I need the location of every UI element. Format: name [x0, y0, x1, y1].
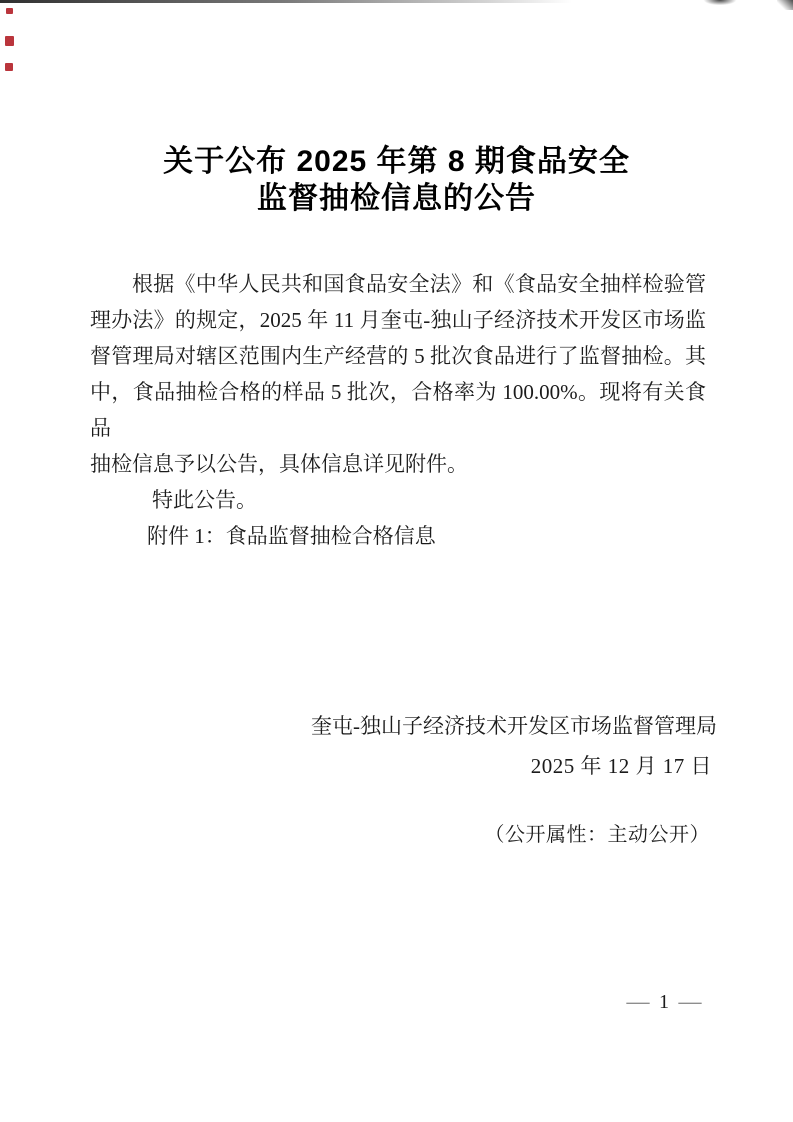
- publicity-attribute-note: （公开属性：主动公开）: [484, 824, 710, 846]
- body-line: 理办法》的规定，2025 年 11 月奎屯-独山子经济技术开发区市场监: [90, 308, 706, 332]
- signature-block: [311, 706, 717, 786]
- issuing-authority: 奎屯-独山子经济技术开发区市场监督管理局: [311, 714, 717, 738]
- scan-artifact-top-right-corner: [777, 0, 793, 10]
- issue-date: 2025 年 12 月 17 日: [530, 754, 712, 778]
- scan-artifact-top-band: [0, 0, 572, 3]
- body-line: 根据《中华人民共和国食品安全法》和《食品安全抽样检验管: [132, 272, 706, 296]
- body-line: 中，食品抽检合格的样品 5 批次，合格率为 100.00%。现将有关食品: [90, 380, 706, 440]
- announcement-body: [90, 266, 706, 518]
- footer-dash-left: —: [626, 991, 650, 1013]
- page-footer: [628, 990, 700, 1014]
- document-title: [0, 143, 793, 217]
- document-title-line-1: 关于公布 2025 年第 8 期食品安全: [163, 145, 630, 178]
- scan-artifact-red-mark: [5, 36, 14, 46]
- closing-line: 特此公告。: [152, 488, 257, 512]
- body-line: 抽检信息予以公告，具体信息详见附件。: [90, 452, 468, 476]
- scan-artifact-red-mark: [6, 8, 13, 14]
- body-line: 督管理局对辖区范围内生产经营的 5 批次食品进行了监督抽检。其: [90, 344, 706, 368]
- page-number: 1: [659, 991, 669, 1013]
- attachment-reference-line: 附件 1：食品监督抽检合格信息: [147, 524, 436, 548]
- scan-artifact-red-mark: [5, 63, 13, 71]
- scan-artifact-top-blob: [700, 0, 740, 7]
- footer-dash-right: —: [678, 991, 702, 1013]
- document-title-line-2: 监督抽检信息的公告: [257, 182, 536, 215]
